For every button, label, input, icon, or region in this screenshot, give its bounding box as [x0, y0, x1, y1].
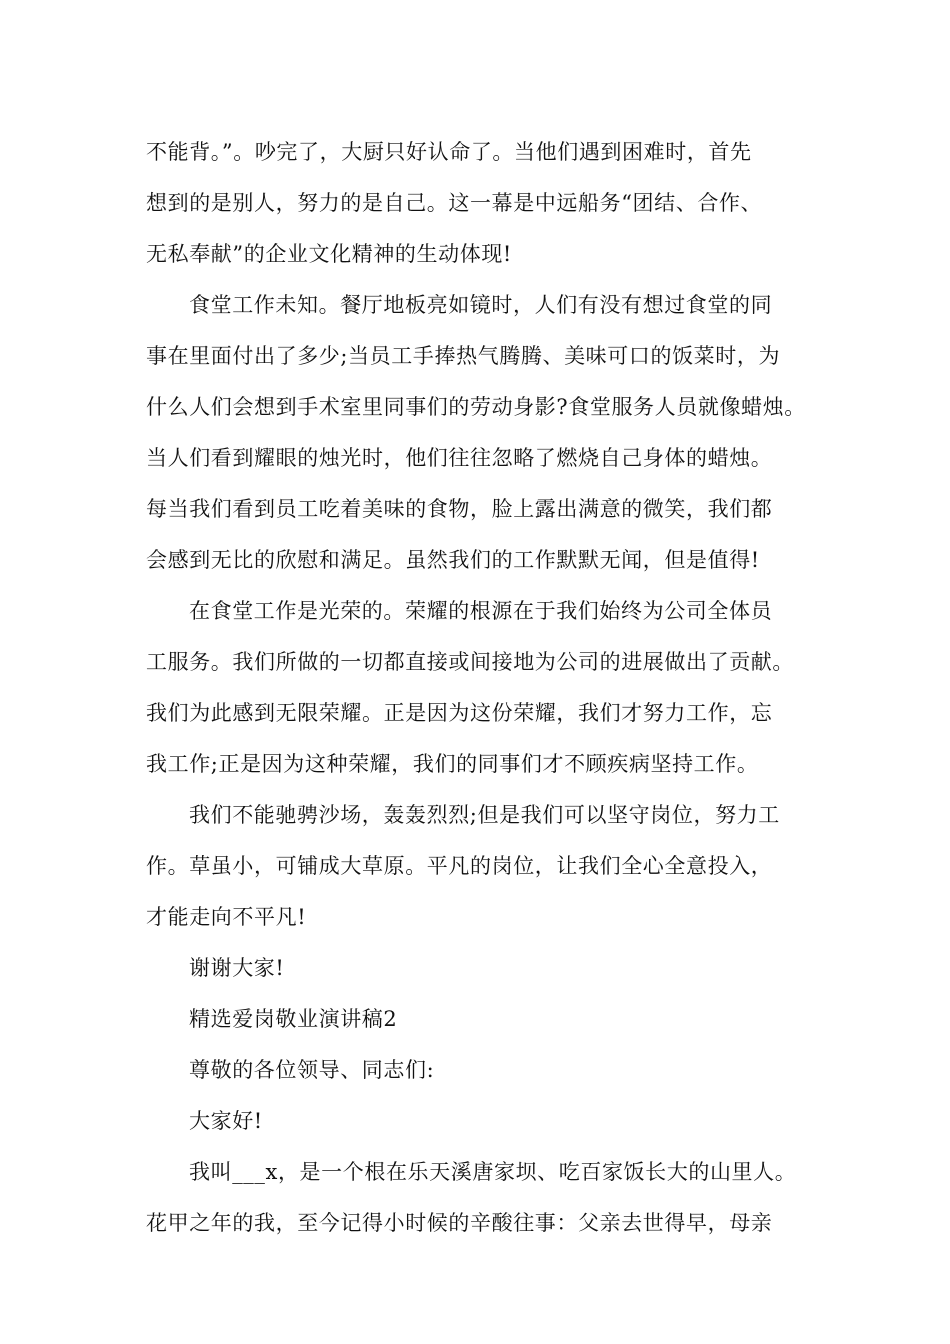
greeting: 大家好! — [189, 1109, 263, 1133]
text-line: 我叫___x，是一个根在乐天溪唐家坝、吃百家饭长大的山里人。 — [189, 1160, 797, 1184]
text-line: 花甲之年的我，至今记得小时候的辛酸往事：父亲去世得早，母亲 — [146, 1211, 773, 1235]
text-line: 我们不能驰骋沙场，轰轰烈烈;但是我们可以坚守岗位，努力工 — [189, 803, 780, 827]
text-line: 不能背。”。吵完了，大厨只好认命了。当他们遇到困难时，首先 — [146, 140, 752, 164]
section-title: 精选爱岗敬业演讲稿2 — [189, 1007, 398, 1031]
text-line: 在食堂工作是光荣的。荣耀的根源在于我们始终为公司全体员 — [189, 599, 773, 623]
text-line: 会感到无比的欣慰和满足。虽然我们的工作默默无闻，但是值得! — [146, 548, 760, 572]
text-line: 我们为此感到无限荣耀。正是因为这份荣耀，我们才努力工作，忘 — [146, 701, 773, 725]
text-line: 我工作;正是因为这种荣耀，我们的同事们才不顾疾病坚持工作。 — [146, 752, 759, 776]
text-line: 想到的是别人，努力的是自己。这一幕是中远船务“团结、合作、 — [146, 191, 763, 215]
text-line: 无私奉献”的企业文化精神的生动体现! — [146, 242, 512, 266]
text-line: 当人们看到耀眼的烛光时，他们往往忽略了燃烧自己身体的蜡烛。 — [146, 446, 773, 470]
text-line: 什么人们会想到手术室里同事们的劳动身影?食堂服务人员就像蜡烛。 — [146, 395, 806, 419]
text-line: 才能走向不平凡! — [146, 905, 307, 929]
text-line: 谢谢大家! — [189, 956, 285, 980]
text-line: 事在里面付出了多少;当员工手捧热气腾腾、美味可口的饭菜时，为 — [146, 344, 781, 368]
text-line: 作。草虽小，可铺成大草原。平凡的岗位，让我们全心全意投入， — [146, 854, 773, 878]
salutation: 尊敬的各位领导、同志们: — [189, 1058, 435, 1082]
text-line: 每当我们看到员工吃着美味的食物，脸上露出满意的微笑，我们都 — [146, 497, 773, 521]
text-line: 工服务。我们所做的一切都直接或间接地为公司的进展做出了贡献。 — [146, 650, 794, 674]
text-line: 食堂工作未知。餐厅地板亮如镜时，人们有没有想过食堂的同 — [189, 293, 773, 317]
